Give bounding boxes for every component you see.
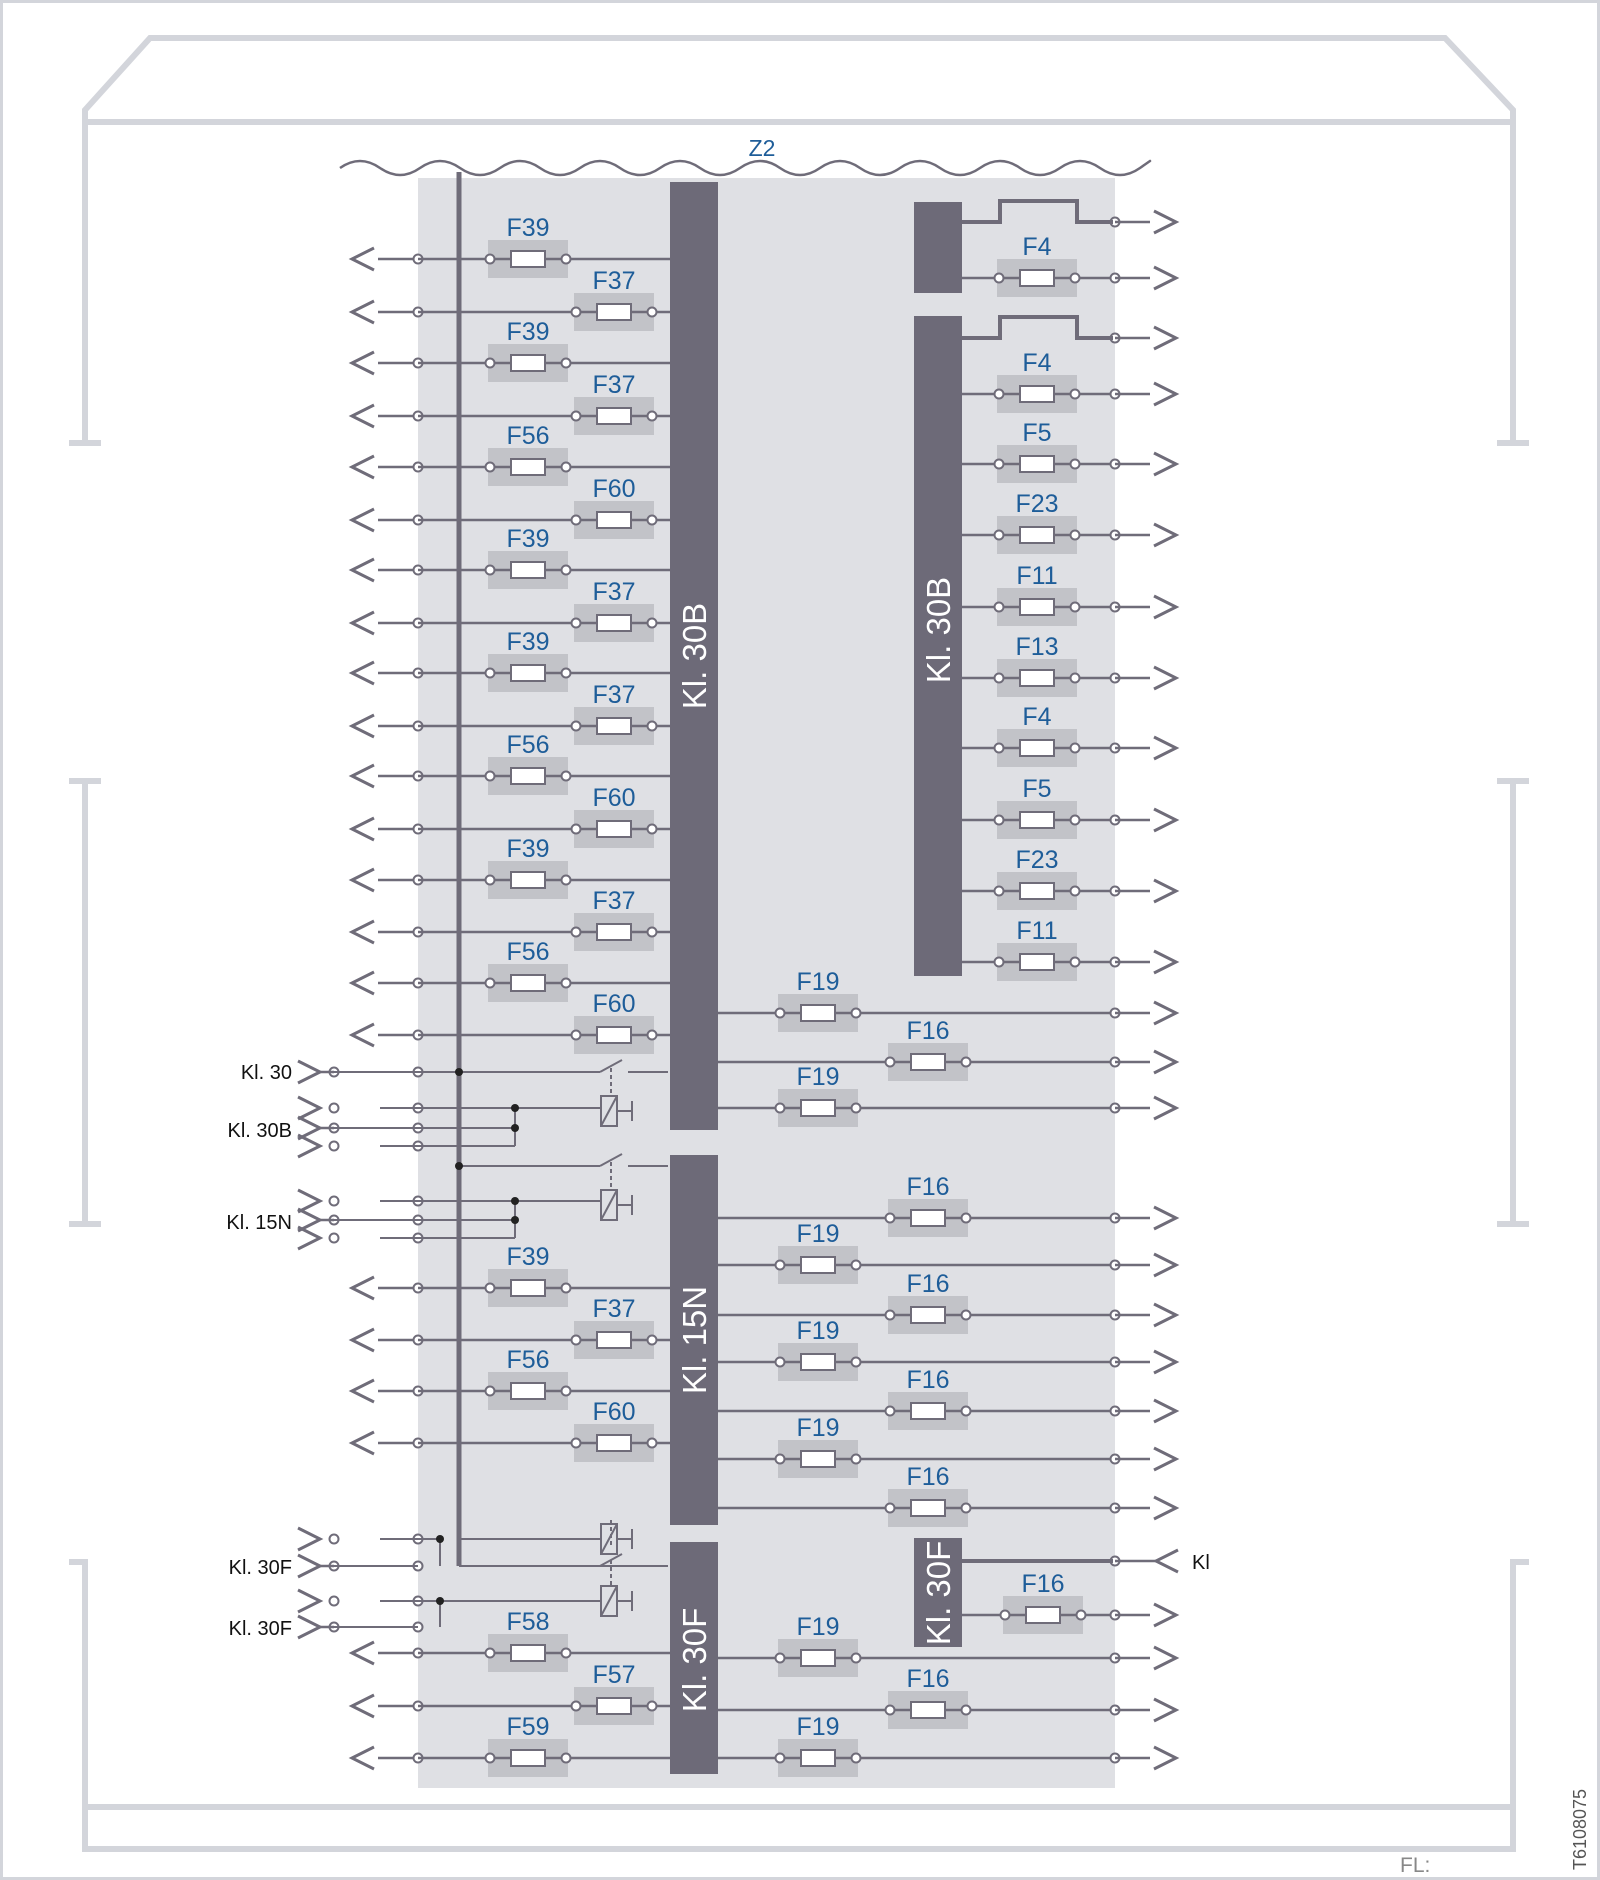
fuse-left-upper-5-label: F56 <box>506 422 550 450</box>
fuse-right-top-10-label: F11 <box>1016 917 1058 945</box>
rail-right-lower-label: Kl. 30F <box>920 1540 957 1646</box>
fuse-left-middle-1-label: F39 <box>506 1243 550 1271</box>
fuse-center-middle-4-label: F19 <box>796 1317 840 1345</box>
drawing-code: T6108075 <box>1570 1788 1590 1870</box>
rail-right-upper-label: Kl. 30B <box>920 576 957 684</box>
rail-lower-label: Kl. 30F <box>676 1607 713 1713</box>
fuse-right-top-1-label: F4 <box>1022 233 1052 261</box>
fuse-left-upper-7-label: F39 <box>506 525 550 553</box>
footer-label: FL: <box>1400 1854 1431 1877</box>
fuse-left-upper-6-label: F60 <box>592 475 636 503</box>
fuse-left-upper-10-label: F37 <box>592 681 636 709</box>
fuse-center-upper-2-label: F16 <box>906 1017 950 1045</box>
fuse-left-middle-4-label: F60 <box>592 1398 636 1426</box>
terminal-kl30f-1-label: Kl. 30F <box>228 1557 292 1579</box>
fuse-left-upper-15-label: F56 <box>506 938 550 966</box>
fuse-right-top-7-label: F4 <box>1022 703 1052 731</box>
fuse-center-lower-1-label: F19 <box>796 1613 840 1641</box>
fuse-left-upper-1-label: F39 <box>506 214 550 242</box>
fuse-center-upper-1-label: F19 <box>796 968 840 996</box>
fuse-right-top-2-label: F4 <box>1022 349 1052 377</box>
fuse-right-top-6-label: F13 <box>1015 633 1059 661</box>
fuse-center-upper-3-label: F19 <box>796 1063 840 1091</box>
fuse-center-middle-3-label: F16 <box>906 1270 950 1298</box>
fuse-left-middle-2-label: F37 <box>592 1295 636 1323</box>
fuse-center-middle-1-label: F16 <box>906 1173 950 1201</box>
fuse-right-top-9-label: F23 <box>1015 846 1059 874</box>
fuse-left-upper-13-label: F39 <box>506 835 550 863</box>
fuse-center-lower-2-label: F16 <box>906 1665 950 1693</box>
fuse-right-top-3-label: F5 <box>1022 419 1052 447</box>
fuse-left-upper-11-label: F56 <box>506 731 550 759</box>
fuse-center-middle-6-label: F19 <box>796 1414 840 1442</box>
fuse-left-upper-2-label: F37 <box>592 267 636 295</box>
fuse-left-upper-4-label: F37 <box>592 371 636 399</box>
fuse-left-upper-9-label: F39 <box>506 628 550 656</box>
fuse-left-upper-16-label: F60 <box>592 990 636 1018</box>
terminal-kl30f-2-label: Kl. 30F <box>228 1618 292 1640</box>
fuse-left-upper-12-label: F60 <box>592 784 636 812</box>
fuse-left-middle-3-label: F56 <box>506 1346 550 1374</box>
fuse-left-upper-3-label: F39 <box>506 318 550 346</box>
fuse-right-top-4-label: F23 <box>1015 490 1059 518</box>
terminal-kl30b-label: Kl. 30B <box>227 1120 292 1142</box>
fuse-center-middle-5-label: F16 <box>906 1366 950 1394</box>
fuse-right-top-5-label: F11 <box>1016 562 1058 590</box>
fuse-left-upper-14-label: F37 <box>592 887 636 915</box>
fuse-left-lower-1-label: F58 <box>506 1608 550 1636</box>
terminal-right-input-label: Kl <box>1192 1552 1210 1574</box>
fuse-right-top-8-label: F5 <box>1022 775 1052 803</box>
fuse-center-middle-2-label: F19 <box>796 1220 840 1248</box>
rail-middle-label: Kl. 15N <box>676 1285 713 1395</box>
fuse-center-middle-7-label: F16 <box>906 1463 950 1491</box>
fuse-left-lower-3-label: F59 <box>506 1713 550 1741</box>
terminal-kl30-label: Kl. 30 <box>240 1062 292 1084</box>
fuse-left-upper-8-label: F37 <box>592 578 636 606</box>
fuse-center-lower-3-label: F19 <box>796 1713 840 1741</box>
rail-right-top-block <box>914 202 962 293</box>
fuse-left-lower-2-label: F57 <box>592 1661 636 1689</box>
rail-upper-label: Kl. 30B <box>676 602 713 710</box>
zone-label: Z2 <box>748 135 776 161</box>
fuse-right-lower-1-label: F16 <box>1021 1570 1065 1598</box>
terminal-kl15n-label: Kl. 15N <box>226 1212 292 1234</box>
